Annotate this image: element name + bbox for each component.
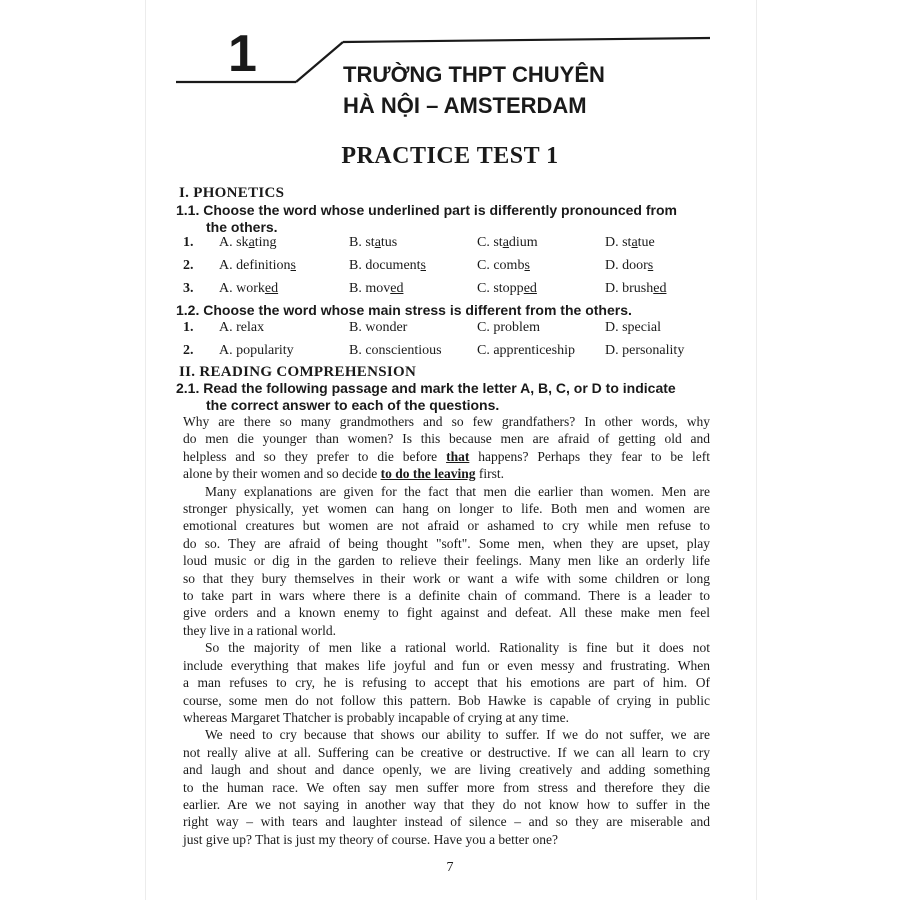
question-2-1-instruction: 2.1. Read the following passage and mark the letter A, B, C, or D to indicate: [176, 380, 676, 396]
question-1-2-instruction: 1.2. Choose the word whose main stress is different from the others.: [176, 302, 632, 318]
passage-line: Many explanations are given for the fact that men die earlier than women. Men are: [205, 483, 710, 499]
question-number: 2.: [183, 258, 194, 273]
chapter-number: 1: [228, 25, 257, 83]
answer-option: B. documents: [349, 258, 426, 273]
passage-line: whereas Margaret Thatcher is probably incapable of crying at any time.: [183, 709, 569, 725]
passage-line: We need to cry because that shows our ability to suffer. If we do not suffer, we are: [205, 727, 710, 743]
school-name-line1: TRƯỜNG THPT CHUYÊN: [343, 62, 605, 87]
passage-line: emotional creatures but women are not afraid or ashamed to cry while men refuse to: [183, 518, 710, 534]
passage-line: stronger physically, yet women can hang on longer to life. Both men and women are: [183, 501, 710, 517]
reading-passage: [183, 413, 710, 848]
passage-line: helpless and so they prefer to die before that happens? Perhaps they fear to be left: [183, 448, 711, 464]
answer-option: B. wonder: [349, 320, 408, 335]
passage-line: earlier. Are we not saying in another way that they do not know how to suffer in the: [183, 796, 710, 812]
passage-line: to the human race. We often say men suffer more from stress and therefore they die: [183, 779, 710, 795]
answer-option: A. worked: [219, 281, 279, 296]
question-2-1-instruction-cont: the correct answer to each of the questions.: [206, 397, 500, 413]
answer-option: A. skating: [219, 235, 277, 250]
passage-line: and laugh and shout and dance openly, we are living creatively and adding something: [183, 762, 710, 778]
section-heading-reading: II. READING COMPREHENSION: [179, 364, 417, 380]
passage-line: do so. They are afraid of being thought "soft". Some men, when they are upset, play: [183, 535, 710, 551]
answer-option: C. problem: [477, 320, 540, 335]
underlined-phrase: to do the leaving: [380, 466, 476, 482]
passage-line: alone by their women and so decide to do the leaving first.: [183, 466, 504, 482]
question-number: 2.: [183, 343, 194, 358]
question-number: 3.: [183, 281, 194, 296]
passage-line: just give up? That is just my theory of course. Have you a better one?: [183, 831, 559, 847]
answer-option: D. personality: [605, 343, 685, 358]
answer-option: C. apprenticeship: [477, 343, 575, 358]
passage-line: they live in a rational world.: [183, 622, 336, 638]
answer-option: B. status: [349, 235, 398, 250]
question-number: 1.: [183, 320, 194, 335]
answer-option: C. combs: [477, 258, 530, 273]
passage-line: give orders and a known enemy to fight against and defeat. All these make men feel: [183, 605, 710, 621]
school-name-line2: HÀ NỘI – AMSTERDAM: [343, 93, 587, 118]
page-title: PRACTICE TEST 1: [341, 143, 559, 169]
passage-line: right way – with tears and laughter instead of silence – and so they are miserable and: [183, 814, 710, 830]
answer-option: D. special: [605, 320, 661, 335]
question-1-1-instruction-cont: the others.: [206, 219, 278, 235]
page-number: 7: [446, 860, 454, 875]
answer-option: A. relax: [219, 320, 265, 335]
answer-option: D. statue: [605, 235, 655, 250]
question-1-1-instruction: 1.1. Choose the word whose underlined part is differently pronounced from: [176, 202, 677, 218]
passage-line: a man refuses to cry, he is refusing to accept that his emotions are part of him. Of: [183, 675, 710, 691]
underlined-phrase: that: [446, 448, 470, 464]
answer-option: C. stadium: [477, 235, 538, 250]
answer-option: C. stopped: [477, 281, 537, 296]
answer-option: D. brushed: [605, 281, 667, 296]
passage-line: include everything that makes life joyful and fun or even messy and frustrating. When: [183, 657, 710, 673]
passage-line: Why are there so many grandmothers and so few grandfathers? In other words, why: [183, 414, 710, 429]
passage-line: so that they bury themselves in their work or want a wife with some children or long: [183, 570, 710, 586]
question-number: 1.: [183, 235, 194, 250]
passage-line: not really alive at all. Suffering can be creative or destructive. If we can all learn to cry: [183, 744, 710, 760]
section-heading-phonetics: I. PHONETICS: [179, 185, 285, 201]
answer-option: A. popularity: [219, 343, 294, 358]
passage-line: loud music or dig in the garden to relieve their feelings. Many men like an orderly life: [183, 553, 710, 569]
answer-option: A. definitions: [219, 258, 296, 273]
answer-option: B. conscientious: [349, 343, 442, 358]
answer-option: B. moved: [349, 281, 404, 296]
passage-line: So the majority of men like a rational world. Rationality is fine but it does not: [205, 640, 710, 656]
passage-line: to take part in wars where there is a definite chain of command. There is a leader to: [183, 588, 710, 604]
passage-line: course, some men do not follow this pattern. Bob Hawke is capable of crying in public: [183, 692, 710, 708]
answer-option: D. doors: [605, 258, 654, 273]
passage-line: do men die younger than women? Is this because men are afraid of getting old and: [183, 431, 710, 447]
